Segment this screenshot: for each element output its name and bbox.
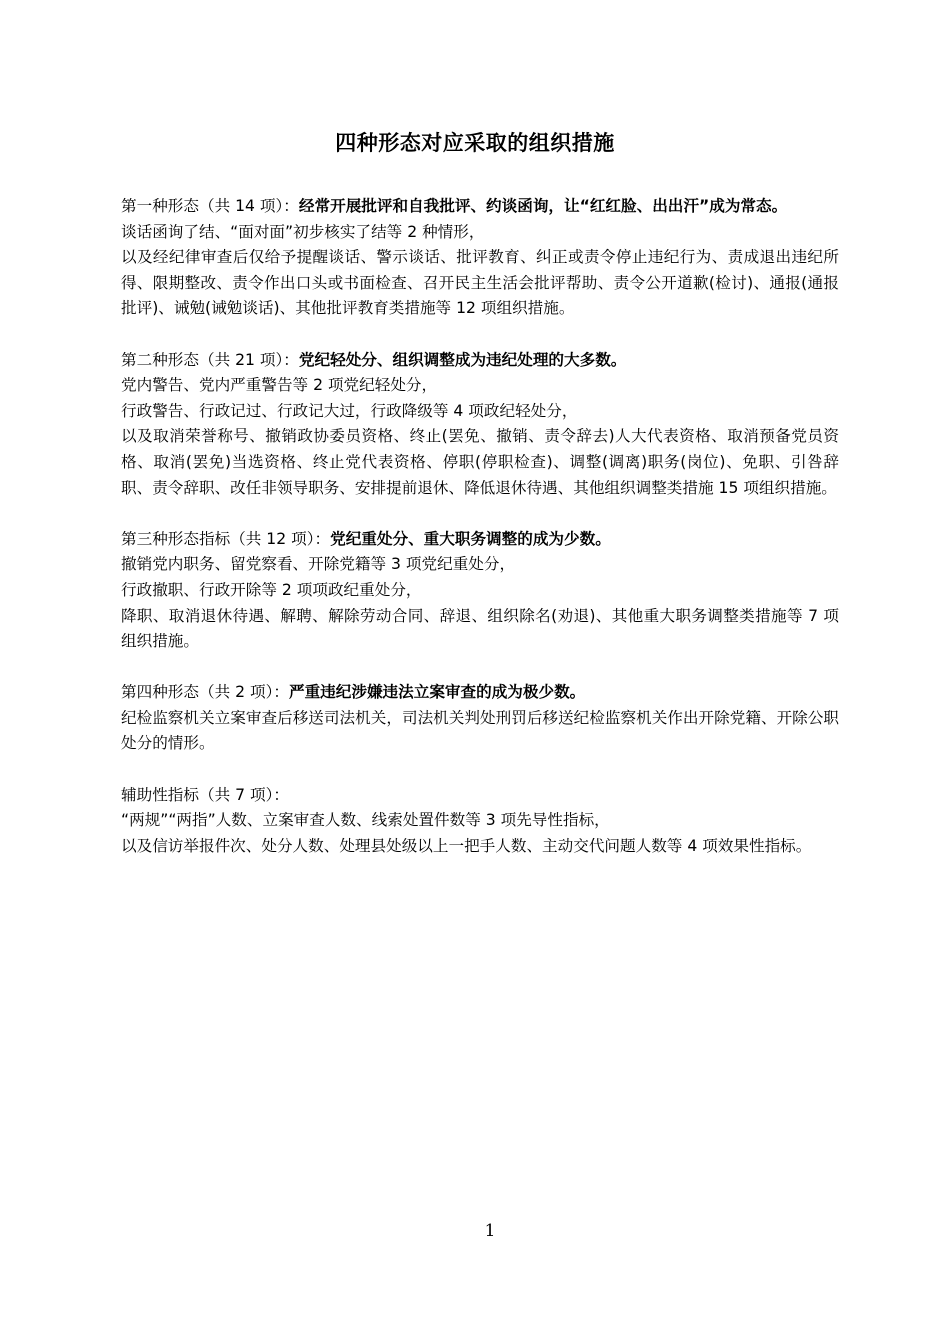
section-heading-prefix: 第四种形态（共 2 项）：	[121, 683, 289, 702]
section-heading-emphasis: 经常开展批评和自我批评、约谈函询，让“红红脸、出出汗”成为常态。	[298, 197, 788, 215]
section-line: 以及取消荣誉称号、撤销政协委员资格、终止(罢免、撤销、责令辞去)人大代表资格、取消预备党员资格、取消(罢免)当选资格、终止党代表资格、停职(停职检查)、调整(调离)职务(岗位)、免职、引咎辞职、责令辞职、改任非领导职务、安排提前退休、降低退休待遇、其他组织调整类措施 15 项组织措施。	[121, 427, 839, 497]
section-heading-prefix: 第二种形态（共 21 项）：	[121, 350, 299, 369]
section-auxiliary-indicators	[121, 783, 839, 860]
document-title: 四种形态对应采取的组织措施	[335, 130, 615, 155]
section-line: 以及经纪律审查后仅给予提醒谈话、警示谈话、批评教育、纠正或责令停止违纪行为、责成退出违纪所得、限期整改、责令作出口头或书面检查、召开民主生活会批评帮助、责令公开道歉(检讨)、通报(通报批评)、诫勉(诫勉谈话)、其他批评教育类措施等 12 项组织措施。	[121, 248, 839, 318]
section-line: 以及信访举报件次、处分人数、处理县处级以上一把手人数、主动交代问题人数等 4 项效果性指标。	[121, 836, 812, 855]
section-line: 撤销党内职务、留党察看、开除党籍等 3 项党纪重处分，	[121, 555, 516, 574]
section-heading-emphasis: 党纪轻处分、组织调整成为违纪处理的大多数。	[298, 350, 627, 369]
section-heading	[121, 348, 839, 374]
section-form-three	[121, 527, 839, 655]
section-heading-prefix: 第一种形态（共 14 项）：	[121, 197, 299, 215]
section-line: 行政警告、行政记过、行政记大过，行政降级等 4 项政纪轻处分，	[121, 401, 578, 420]
section-heading-emphasis: 严重违纪涉嫌违法立案审查的成为极少数。	[288, 683, 586, 702]
section-line: 降职、取消退休待遇、解聘、解除劳动合同、辞退、组织除名(劝退)、其他重大职务调整类措施等 7 项组织措施。	[121, 606, 839, 651]
document-body	[121, 194, 839, 885]
section-heading	[121, 527, 839, 553]
section-line: 谈话函询了结、“面对面”初步核实了结等 2 种情形，	[121, 222, 485, 241]
section-line: 纪检监察机关立案审查后移送司法机关，司法机关判处刑罚后移送纪检监察机关作出开除党籍、开除公职处分的情形。	[121, 708, 839, 753]
section-line: “两规”“两指”人数、立案审查人数、线索处置件数等 3 项先导性指标，	[121, 811, 610, 830]
section-heading	[121, 680, 839, 706]
section-form-two	[121, 348, 839, 502]
section-heading	[121, 194, 839, 220]
section-heading-prefix: 第三种形态指标（共 12 项）：	[121, 529, 331, 548]
section-form-four	[121, 680, 839, 757]
section-heading-emphasis: 党纪重处分、重大职务调整的成为少数。	[330, 529, 611, 548]
section-line: 行政撤职、行政开除等 2 项项政纪重处分，	[121, 580, 422, 599]
section-heading	[121, 783, 839, 809]
section-heading-prefix: 辅助性指标（共 7 项）：	[121, 785, 289, 804]
section-form-one	[121, 194, 839, 322]
page-number: 1	[484, 1221, 496, 1241]
section-line: 党内警告、党内严重警告等 2 项党纪轻处分，	[121, 376, 438, 395]
